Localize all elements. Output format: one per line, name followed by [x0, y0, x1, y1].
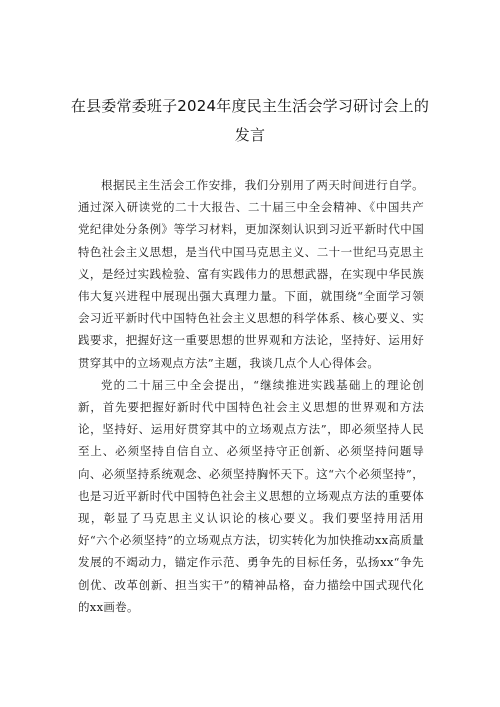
paragraph-2: 党的二十届三中全会提出，“继续推进实践基础上的理论创新，首先要把握好新时代中国特色社会主义思想的世界观和方法论，坚持好、运用好贯穿其中的立场观点方法”，即必须坚持人民至上、必须坚持自信自立、必须坚持守正创新、必须坚持问题导向、必须坚持系统观念、必须坚持胸怀天下。这“六个必须坚持”，也是习近平新时代中国特色社会主义思想的立场观点方法的重要体现，彰显了马克思主义认识论的核心要义。我们要坚持用活用好“六个必须坚持”的立场观点方法，切实转化为加快推动xx高质量发展的不竭动力，锚定作示范、勇争先的目标任务，弘扬xx“争先创优、改革创新、担当实干”的精神品格，奋力描绘中国式现代化的xx画卷。 — [78, 377, 424, 614]
document-title: 在县委常委班子2024年度民主生活会学习研讨会上的发言 — [70, 97, 430, 144]
document-body — [78, 174, 424, 618]
paragraph-1: 根据民主生活会工作安排，我们分别用了两天时间进行自学。通过深入研读党的二十大报告、二十届三中全会精神、《中国共产党纪律处分条例》等学习材料，更加深刻认识到习近平新时代中国特色社会主义思想，是当代中国马克思主义、二十一世纪马克思主义，是经过实践检验、富有实践伟力的思想武器，在实现中华民族伟大复兴进程中展现出强大真理力量。下面，就围绕“全面学习领会习近平新时代中国特色社会主义思想的科学体系、核心要义、实践要求，把握好这一重要思想的世界观和方法论，坚持好、运用好贯穿其中的立场观点方法”主题，我谈几点个人心得体会。 — [78, 178, 424, 370]
